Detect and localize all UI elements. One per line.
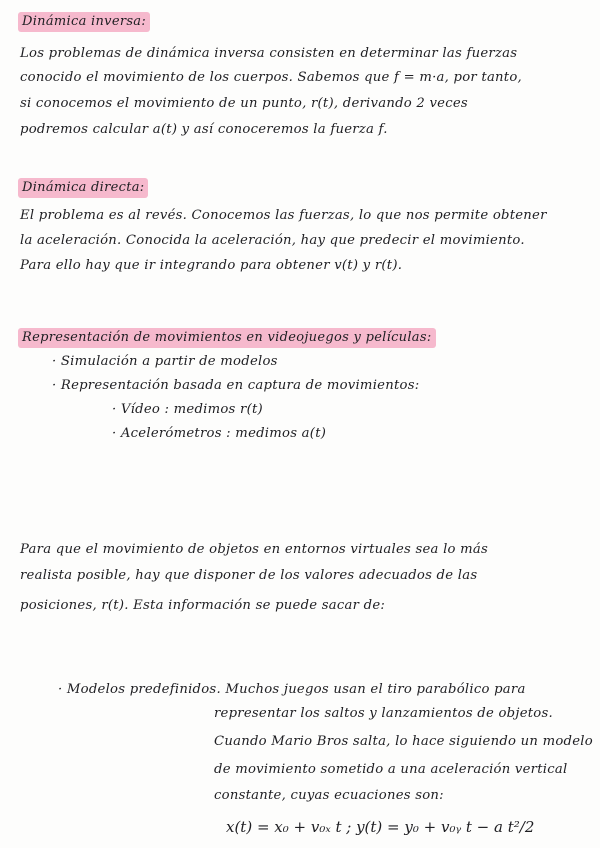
text-line: Para que el movimiento de objetos en entornos virtuales sea lo más — [20, 542, 489, 557]
text-line: si conocemos el movimiento de un punto, r(t), derivando 2 veces — [20, 96, 468, 111]
text-line: Los problemas de dinámica inversa consisten en determinar las fuerzas — [20, 46, 518, 61]
text-line: de movimiento sometido a una aceleración vertical — [214, 762, 568, 777]
heading-dinamica-inversa: Dinámica inversa: — [18, 12, 150, 32]
sub-bullet-item: · Vídeo : medimos r(t) — [112, 402, 263, 417]
text-line: la aceleración. Conocida la aceleración, hay que predecir el movimiento. — [20, 233, 525, 248]
text-line: podremos calcular a(t) y así conoceremos la fuerza f. — [20, 122, 388, 137]
text-line: posiciones, r(t). Esta información se puede sacar de: — [20, 598, 386, 613]
text-line: conocido el movimiento de los cuerpos. Sabemos que f = m·a, por tanto, — [20, 70, 522, 85]
heading-dinamica-directa: Dinámica directa: — [18, 178, 148, 198]
bullet-item: · Representación basada en captura de movimientos: — [52, 378, 420, 393]
text-line: constante, cuyas ecuaciones son: — [214, 788, 444, 803]
bullet-item: · Modelos predefinidos. Muchos juegos usan el tiro parabólico para — [58, 682, 526, 697]
sub-bullet-item: · Acelerómetros : medimos a(t) — [112, 426, 327, 441]
text-line: Para ello hay que ir integrando para obtener v(t) y r(t). — [20, 258, 403, 273]
text-line: El problema es al revés. Conocemos las fuerzas, lo que nos permite obtener — [20, 208, 547, 223]
text-line: representar los saltos y lanzamientos de objetos. — [214, 706, 553, 721]
heading-representacion: Representación de movimientos en videojuegos y películas: — [18, 328, 436, 348]
text-line: Cuando Mario Bros salta, lo hace siguiendo un modelo — [214, 734, 593, 749]
text-line: realista posible, hay que disponer de los valores adecuados de las — [20, 568, 478, 583]
bullet-item: · Simulación a partir de modelos — [52, 354, 278, 369]
equation-tiro-parabolico: x(t) = x₀ + v₀ₓ t ; y(t) = y₀ + v₀ᵧ t − a t²/2 — [226, 818, 535, 836]
